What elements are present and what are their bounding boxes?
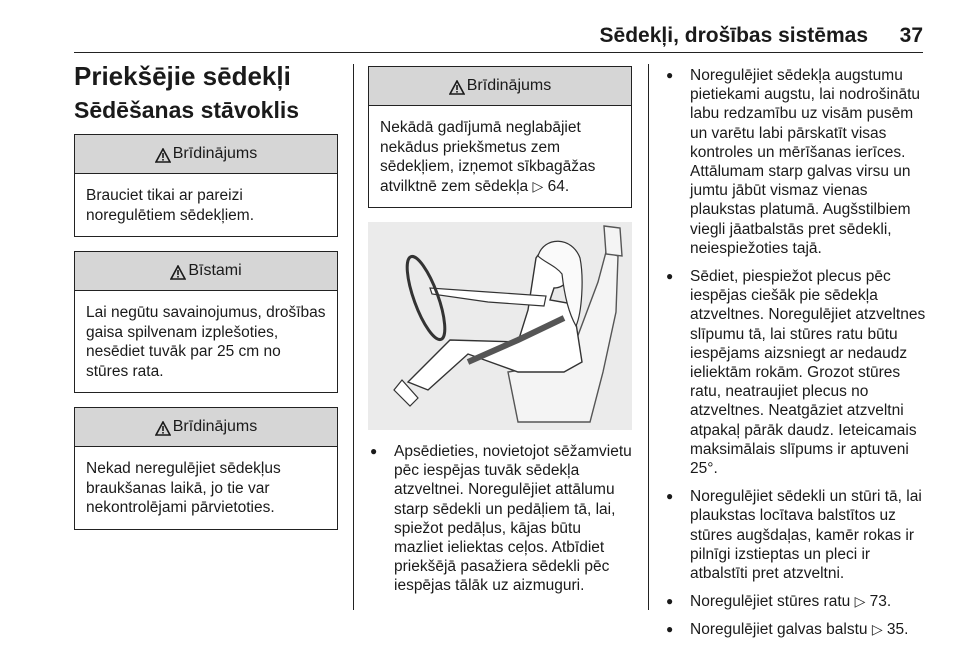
warning-box-header (369, 67, 631, 106)
list-item-text: Noregulējiet galvas balstu (690, 621, 868, 639)
page-reference-arrow-icon: ▷ (854, 593, 866, 610)
page-reference-arrow-icon: ▷ (532, 177, 544, 194)
warning-box-1 (74, 134, 338, 237)
page-reference[interactable]: 64. (547, 177, 570, 195)
running-header-title: Sēdekļi, drošības sistēmas (599, 24, 868, 47)
page-number: 37 (899, 24, 923, 47)
column-2 (368, 66, 632, 605)
warning-text (369, 106, 631, 207)
column-3 (664, 66, 926, 649)
list-item: ● Apsēdieties, novietojot sēžamvietu pēc iespējas tuvāk sēdekļa atzveltnei. Noregulējiet attālumu starp sēdekli un pedāļiem tā, lai, spiežot pedāļus, kājas būtu mazliet ieliektas ceļos. Atbīdiet priekšējā pasažiera sēdekli pēc iespējas tālāk uz aizmuguri. (368, 442, 632, 596)
warning-box-2 (74, 407, 338, 530)
warning-box-header (75, 408, 337, 447)
bullet-list-col3 (664, 66, 926, 640)
page-reference-arrow-icon: ▷ (871, 621, 883, 638)
list-item (664, 620, 926, 639)
warning-triangle-icon (155, 421, 171, 436)
header-rule (74, 52, 923, 53)
column-divider-2 (648, 64, 649, 610)
driver-seat-illustration (368, 222, 632, 430)
page-reference[interactable]: 73. (869, 593, 892, 611)
danger-box (74, 251, 338, 393)
seating-position-illustration (368, 222, 632, 430)
column-1 (74, 60, 338, 544)
warning-text: Brauciet tikai ar pareizi noregulētiem sēdekļiem. (86, 187, 255, 224)
column-divider-1 (353, 64, 354, 610)
list-item: ● Noregulējiet sēdekļa augstumu pietiekami augstu, lai nodrošinātu labu redzamību uz visām pusēm un varētu labi pārskatīt visas kontroles un mērīšanas ierīces. Attālumam starp galvas virsu un jumtu jābūt vismaz vienas plaukstas platumā. Augšstilbiem viegli jāatbalstās pret sēdekli, neiespiežoties tajā. (664, 66, 926, 258)
warning-text-body: Nekādā gadījumā neglabājiet nekādus priekšmetus zem sēdekļiem, izņemot sīkbagāžas atvilktnē zem sēdekļa (380, 119, 596, 195)
list-item: ● Noregulējiet sēdekli un stūri tā, lai plaukstas locītava balstītos uz stūres augšdaļas, kamēr rokas ir pilnīgi izstieptas un pleci ir atbalstīti pret atzveltni. (664, 487, 926, 583)
warning-title: Brīdinājums (172, 418, 258, 435)
section-title: Priekšējie sēdekļi (74, 61, 291, 91)
warning-text: Nekad neregulējiet sēdekļus braukšanas laikā, jo tie var nekontrolējami pārvietoties. (86, 460, 281, 516)
danger-title: Bīstami (188, 262, 242, 279)
list-item-text: Noregulējiet stūres ratu (690, 593, 851, 611)
danger-text: Lai negūtu savainojumus, drošības gaisa spilvenam izplešoties, nesēdiet tuvāk par 25 cm no stūres rata. (86, 304, 326, 380)
warning-triangle-icon (170, 265, 186, 280)
subsection-title: Sēdēšanas stāvoklis (74, 97, 300, 123)
warning-triangle-icon (449, 80, 465, 95)
list-item: ● Sēdiet, piespiežot plecus pēc iespējas ciešāk pie sēdekļa atzveltnes. Noregulējiet atzveltnes slīpumu tā, lai stūres ratu būtu iespējams aizsniegt ar nedaudz ieliektām rokām. Grozot stūres ratu, neatraujiet plecus no atzveltnes. Neatgāziet atzveltni atpakaļ pārāk daudz. Ieteicamais maksimālais slīpums ir aptuveni 25°. (664, 267, 926, 478)
warning-triangle-icon (155, 148, 171, 163)
bullet-list-col2 (368, 442, 632, 596)
warning-title: Brīdinājums (172, 145, 258, 162)
warning-box-header (75, 135, 337, 174)
page-reference[interactable]: 35. (886, 621, 909, 639)
list-item (664, 592, 926, 611)
warning-box-3 (368, 66, 632, 208)
warning-title: Brīdinājums (466, 77, 552, 94)
danger-box-header (75, 252, 337, 291)
